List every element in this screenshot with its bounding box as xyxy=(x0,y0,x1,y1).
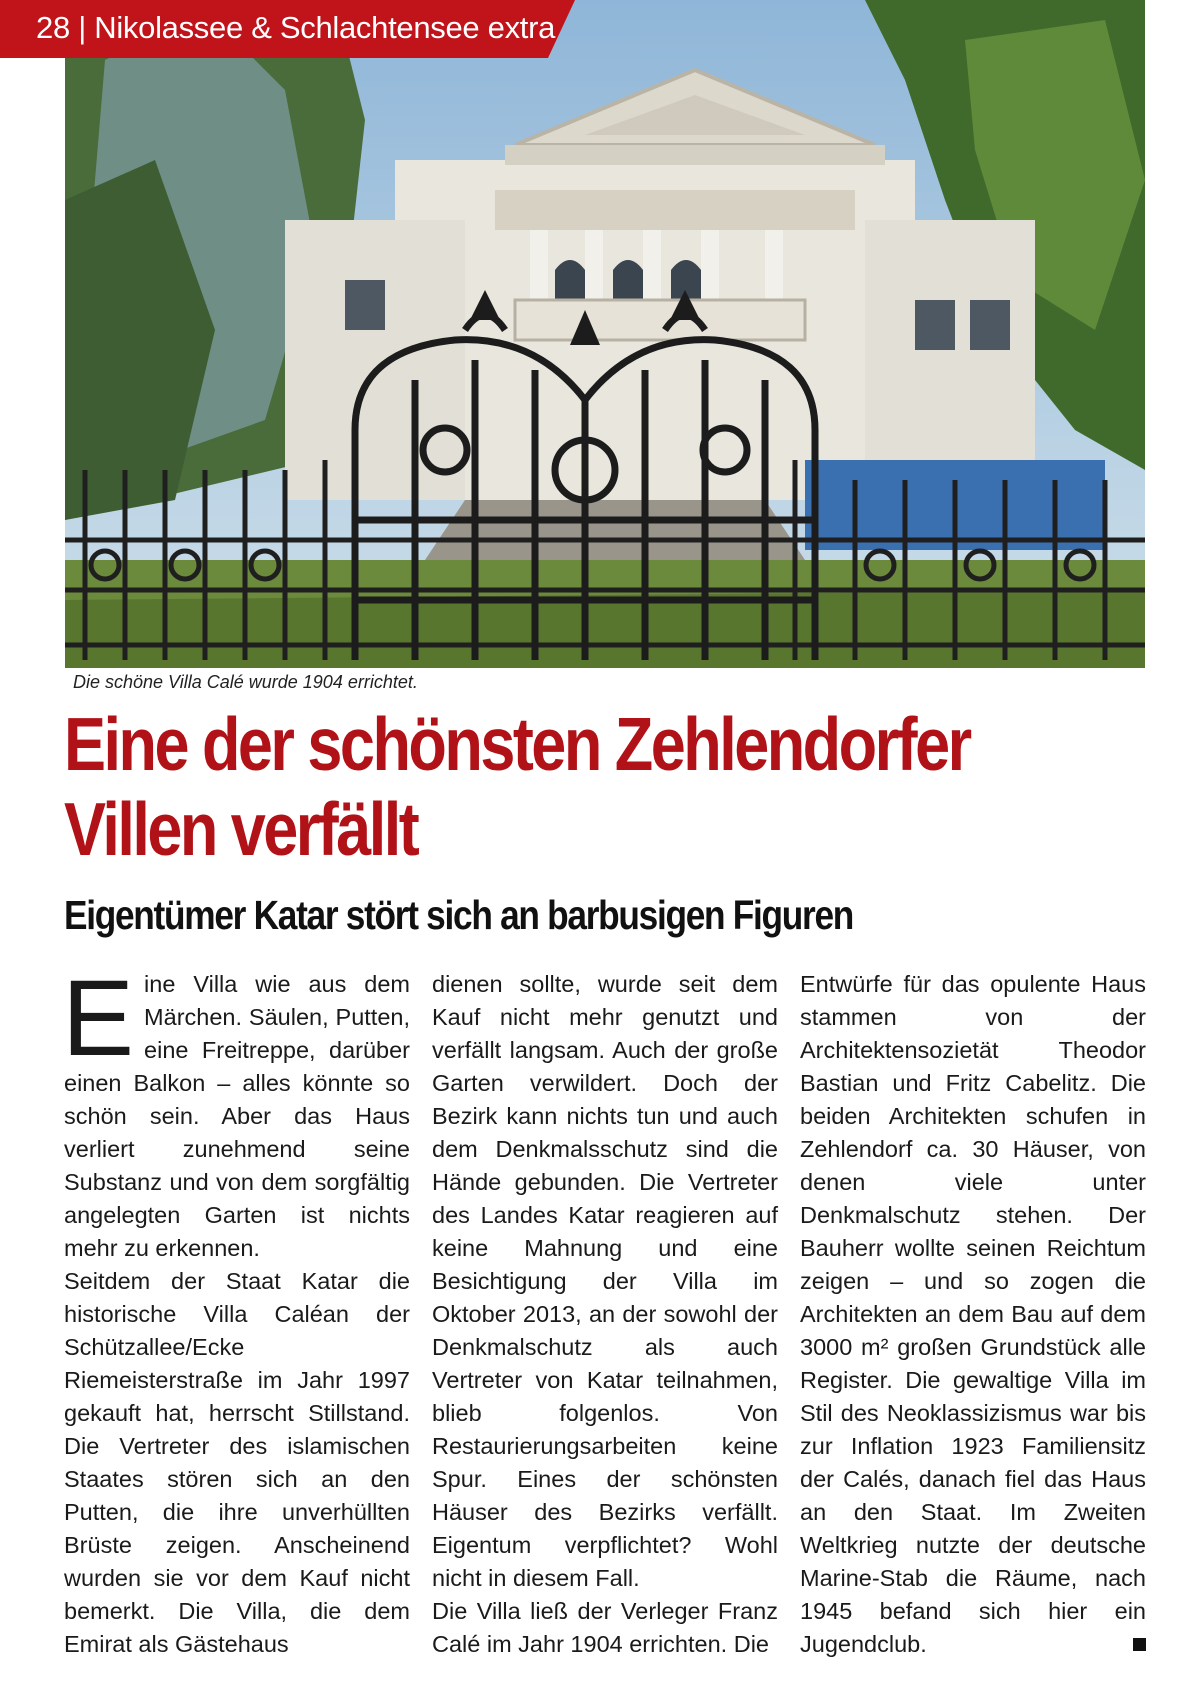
article-column-1 xyxy=(62,957,410,1661)
article-paragraph xyxy=(800,968,1146,1661)
article-column-3 xyxy=(800,968,1146,1661)
end-of-article-icon xyxy=(1133,1638,1146,1651)
photo-caption: Die schöne Villa Calé wurde 1904 errichtet. xyxy=(73,672,418,692)
article-headline: Eine der schönsten Zehlendorfer Villen verfällt xyxy=(64,702,970,871)
article-paragraph xyxy=(62,957,410,1265)
section-header-label: 28 | Nikolassee & Schlachtensee extra xyxy=(36,10,556,45)
article-subheadline: Eigentümer Katar stört sich an barbusigen Figuren xyxy=(64,892,854,938)
paragraph-text: ine Villa wie aus dem Märchen. Säulen, Putten, eine Freitreppe, darüber einen Balkon – alles könnte so schön sein. Aber das Haus verliert zunehmend seine Substanz und von dem sorgfältig angelegten Garten ist nichts mehr zu erkennen. xyxy=(64,971,410,1261)
article-column-2 xyxy=(432,968,778,1661)
drop-cap: E xyxy=(62,957,135,1078)
article-paragraph: dienen sollte, wurde seit dem Kauf nicht mehr genutzt und verfällt langsam. Auch der große Garten verwildert. Doch der Bezirk kann nichts tun und auch dem Denkmalsschutz sind die Hände gebunden. Die Vertreter des Landes Katar reagieren auf keine Mahnung und eine Besichtigung der Villa im Oktober 2013, an der sowohl der Denkmalschutz als auch Vertreter von Katar teilnahmen, blieb folgenlos. Von Restaurierungsarbeiten keine Spur. Eines der schönsten Häuser des Bezirks verfällt. Eigentum verpflichtet? Wohl nicht in diesem Fall. xyxy=(432,971,778,1591)
paragraph-text: Entwürfe für das opulente Haus stammen von der Architektensozietät Theodor Bastian und Fritz Cabelitz. Die beiden Architekten schufen in Zehlendorf ca. 30 Häuser, von denen viele unter Denkmalschutz stehen. Der Bauherr wollte seinen Reichtum zeigen – und so zogen die Architekten an dem Bau auf dem 3000 m² großen Grundstück alle Register. Die gewaltige Villa im Stil des Neoklassizismus war bis zur Inflation 1923 Familiensitz der Calés, danach fiel das Haus an den Staat. Im Zweiten Weltkrieg nutzte der deutsche Marine-Stab die Räume, nach 1945 befand sich hier ein Jugendclub. xyxy=(800,971,1146,1657)
article-paragraph: Die Villa ließ der Verleger Franz Calé im Jahr 1904 errichten. Die xyxy=(432,1598,778,1657)
villa-photo xyxy=(65,0,1145,668)
section-header-banner xyxy=(0,0,575,58)
article-paragraph: Seitdem der Staat Katar die historische Villa Caléan der Schützallee/Ecke Riemeisterstraße im Jahr 1997 gekauft hat, herrscht Stillstand. Die Vertreter des islamischen Staates stören sich an den Putten, die ihre unverhüllten Brüste zeigen. Anscheinend wurden sie vor dem Kauf nicht bemerkt. Die Villa, die dem Emirat als Gästehaus xyxy=(64,1268,410,1657)
